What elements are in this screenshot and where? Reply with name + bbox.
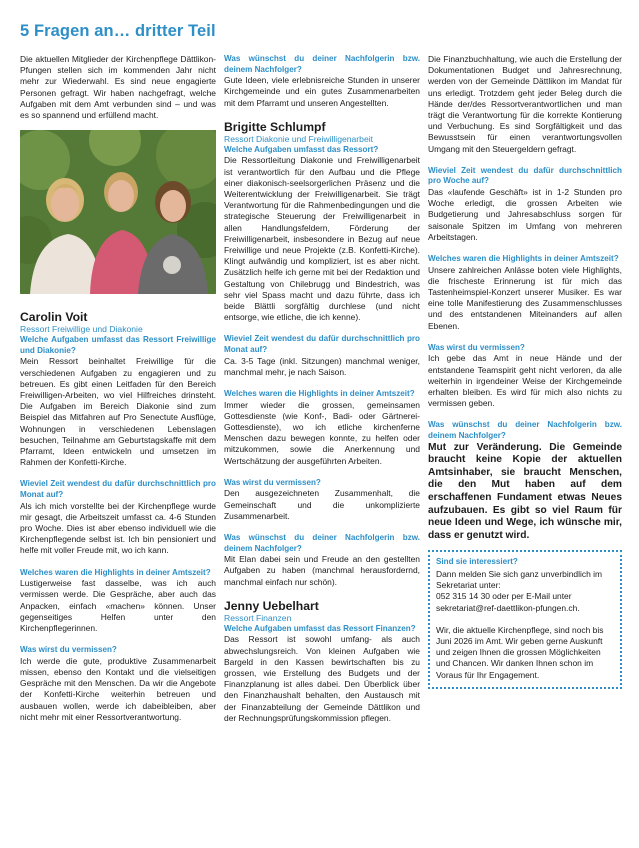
question-heading: Welche Aufgaben umfasst das Ressort Freiwillige und Diakonie? (20, 335, 216, 355)
infobox-contact[interactable]: 052 315 14 30 oder per E-Mail unter sekretariat@ref-daettlikon-pfungen.ch. (436, 591, 580, 613)
answer-text-highlighted: Mut zur Veränderung. Die Gemeinde braucht keine Kopie der aktuellen Amtsinhaber, sie braucht Menschen, die den Mut haben auf dem erschaffenen Fundament etwas Neues aufzubauen. Es gibt so viel Raum für neue Ideen und Wege, ich wünsche mir, dass er genutzt wird. (428, 441, 622, 541)
answer-text-continued: Die Finanzbuchhaltung, wie auch die Erstellung der Dokumentationen Budget und Jahresrechnung, werden von der Gemeinde Dättlikon im Mandat für uns erledigt. Trotzdem geht jeder Beleg durch die Hände der/des Ressortverantwortlichen und man trägt die Verantwortung für die korrekte Kontierung und Verbuchung. Es sind Sorgfältigkeit und das Bewusstsein für einen verantwortungsvollen Umgang mit den Steuergeldern gefragt. (428, 54, 622, 154)
question-heading: Wieviel Zeit wendest du dafür durchschnittlich pro Woche auf? (428, 165, 622, 186)
column-2 (224, 54, 420, 724)
answer-text: Immer wieder die grossen, gemeinsamen Gottesdienste (wie Konf-, Badi- oder Gärtnerei-Gottesdienste), wo ich etliche kirchenferne Menschen dazu bewegen konnte, zu helfen oder mitzukommen, sowie die Anerkennung und Wertschätzung der ausgeführten Arbeiten. (224, 399, 420, 466)
answer-text: Das Ressort ist sowohl umfang- als auch abwechslungsreich. Von kleinen Aufgaben wie Bargeld in den Kassen bewirtschaften bis zu grossen, wie Erstellung des Budgets und der Finanzplanung ist alles dabei. Den Überblick über den Finanzhaushalt behalten, den Austausch mit der Finanzabteilung der Gemeinde Dättlikon und der Rechnungsprüfungskommission pflegen. (224, 634, 420, 723)
answer-text: Lustigerweise fast dasselbe, was ich auch vermissen werde. Die Gespräche, aber auch das Anpacken, einfach «machen» können. Unser gegenseitiges Helfen unter den Kirchenpflegerinnen. (20, 578, 216, 634)
answer-text: Ich werde die gute, produktive Zusammenarbeit missen, ebenso den Kontakt und die vielseitigen Gespräche mit den Menschen. Da wir die Angebote der Konfetti-Kirche weiterhin betreuen und ausbauen wollen, werde ich dabeibleiben, aber nicht mehr mit einer Ressortverantwortung. (20, 655, 216, 722)
infobox-heading: Sind sie interessiert? (436, 557, 518, 567)
question-heading: Was wirst du vermissen? (224, 477, 321, 487)
answer-text: Als ich mich vorstellte bei der Kirchenpflege wurde mir gesagt, die Arbeitszeit umfasst ca. 4-6 Stunden pro Woche. Dies ist aber ebenso individuell wie die Kirchenpflegende selbst ist. Ich bin pensioniert und helfe mit voller Freude mit, wo ich kann. (20, 500, 216, 556)
infobox-text: Wir, die aktuelle Kirchenpflege, sind noch bis Juni 2026 im Amt. Wir geben gerne Auskunft und zeigen Ihnen die grossen Möglichkeiten und Chancen. Wir danken Ihnen schon im Voraus für Ihr Engagement. (436, 624, 604, 680)
question-heading: Was wirst du vermissen? (20, 645, 117, 655)
question-heading: Was wirst du vermissen? (428, 342, 525, 352)
answer-text: Mein Ressort beinhaltet Freiwillige für die verschiedenen Aufgaben zu engagieren und zu betreuen. Es gibt einen Leitfaden für den Bereich Freiwilligen-Arbeiten, wo viel Hilfreiches drinsteht. Die Aufgaben im Bereich Diakonie sind zum Beispiel das Mitfahren auf Pro Senectute Ausflüge, Wohnungen in verschiedenen Lebenslagen besuchen, Teilnahme am Geburtstagskaffe mit dem Pfarramt, Ideen entwickeln und umsetzen im Rahmen der Konfetti-Kirche. (20, 356, 216, 468)
question-heading: Was wünschst du deiner Nachfolgerin bzw. deinem Nachfolger? (224, 533, 420, 553)
person-name: Jenny Uebelhart (224, 598, 319, 613)
group-photo-icon (20, 130, 216, 294)
infobox-text: Dann melden Sie sich ganz unverbindlich im Sekretariat unter: (436, 568, 603, 591)
question-heading: Welche Aufgaben umfasst das Ressort Finanzen? (224, 623, 416, 633)
column-1 (20, 54, 216, 723)
answer-text: Das «laufende Geschäft» ist in 1-2 Stunden pro Woche erledigt, die grossen Arbeiten wie Budgetierung und Jahresabschluss sorgen für saisonale Spitzen im Umfang von mehreren Arbeitstagen. (428, 187, 622, 242)
answer-text: Gute Ideen, viele erlebnisreiche Stunden in unserer Kirchgemeinde und ein gutes Zusammenarbeiten mit dem Pfarramt und unseren Angestellten. (224, 75, 420, 108)
intro-text: Die aktuellen Mitglieder der Kirchenpflege Dättlikon-Pfungen stellen sich im kommenden Jahr nicht mehr zur Wiederwahl. Es sind neue engagierte Personen gefragt. Wir haben nachgefragt, welche Aufgaben mit dem Amt verbunden sind – und was es so spannend und erfüllend macht. (20, 54, 216, 121)
person-role: Ressort Finanzen (224, 612, 292, 623)
person-name: Carolin Voit (20, 310, 88, 325)
contact-infobox (428, 550, 622, 688)
person-name: Brigitte Schlumpf (224, 119, 326, 134)
answer-text: Mit Elan dabei sein und Freude an den gestellten Aufgaben zu haben (manchmal herausfordernd, manchmal einfach nur schön). (224, 554, 420, 587)
answer-text: Ich gebe das Amt in neue Hände und der entstandene Teamspirit geht nicht verloren, da alle weiterhin in irgendeiner Weise der Kirchgemeinde erhalten bleiben. Es wird für mich also nichts zu vermissen geben. (428, 353, 622, 409)
person-role: Ressort Diakonie und Freiwilligenarbeit (224, 133, 374, 144)
answer-text: Unsere zahlreichen Anlässe boten viele Highlights, die frischeste Erinnerung ist für mich das Tastenheimspiel-Konzert unserer Musiker. Es war eine tolle Manifestierung des Zusammenschlusses und des entstandenen Miteinanders auf allen Ebenen. (428, 264, 622, 331)
photo-illustration (20, 130, 216, 294)
question-heading: Welches waren die Highlights in deiner Amtszeit? (20, 567, 211, 577)
question-heading: Wieviel Zeit wendest du dafür durchschnittlich pro Monat auf? (20, 479, 216, 500)
question-heading: Wieviel Zeit wendest du dafür durchschnittlich pro Monat auf? (224, 334, 420, 355)
answer-text: Die Ressortleitung Diakonie und Freiwilligenarbeit ist verantwortlich für den Aufbau und die Pflege einer diakonisch-seelsorgerlichen Präsenz und die Weiterentwicklung der Freiwilligenarbeit. Sie trägt Verantwortung für die Rahmenbedingungen und die strategische Steuerung der Freiwilligenarbeit in allen Handlungsfeldern, Förderung der Freiwilligenarbeit, insbesondere in Bezug auf neue Freiwillige und neue Projekte (z.B. Konfetti-Kirche). Klingt aufwändig und kompliziert, ist es aber nicht. Zusätzlich helfe ich gerne mit bei der Redaktion und Gestaltung von Chilebrugg und Bindestrich, was sehr viel Spass macht und dazu führte, dass ich beide Blättli sorgfältig durchlese (und nicht entsorge, wie etliche, die ich kenne). (224, 155, 420, 323)
question-heading: Was wünschst du deiner Nachfolgerin bzw. deinem Nachfolger? (428, 420, 622, 441)
page-title: 5 Fragen an… dritter Teil (20, 22, 216, 40)
person-role: Ressort Freiwillige und Diakonie (20, 324, 143, 335)
answer-text: Den ausgezeichneten Zusammenhalt, die Gemeinschaft und die unkomplizierte Zusammenarbeit. (224, 488, 420, 521)
question-heading: Was wünschst du deiner Nachfolgerin bzw. deinem Nachfolger? (224, 54, 420, 74)
answer-text: Ca. 3-5 Tage (inkl. Sitzungen) manchmal weniger, manchmal mehr, je nach Saison. (224, 355, 420, 377)
question-heading: Welche Aufgaben umfasst das Ressort? (224, 144, 379, 154)
question-heading: Welches waren die Highlights in deiner Amtszeit? (428, 254, 619, 264)
question-heading: Welches waren die Highlights in deiner Amtszeit? (224, 389, 415, 399)
column-3 (428, 54, 622, 689)
